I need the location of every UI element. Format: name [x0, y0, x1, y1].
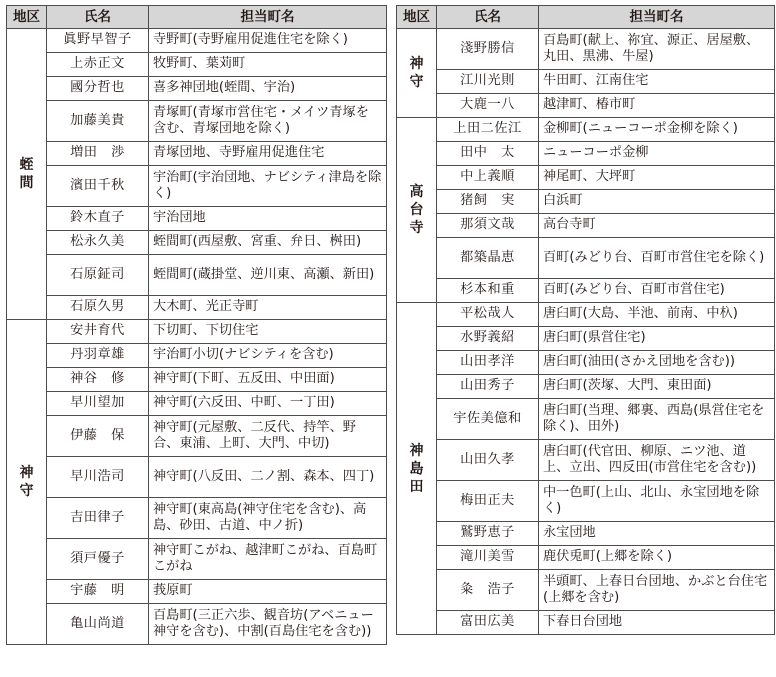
table-row: [7, 368, 387, 392]
assigned-town-cell: 神守町(元屋敷、二反代、持竿、野合、東浦、上町、大門、中切): [149, 416, 387, 457]
person-name-cell: 田中 太: [437, 142, 539, 166]
person-name-cell: 杉本和重: [437, 279, 539, 303]
table-row: [397, 142, 775, 166]
person-name-cell: 石原鉦司: [47, 255, 149, 296]
person-name-cell: 江川光則: [437, 70, 539, 94]
table-row: [397, 279, 775, 303]
table-row: [7, 344, 387, 368]
table-row: [7, 231, 387, 255]
header-town: 担当町名: [539, 6, 775, 29]
table-row: [397, 399, 775, 440]
assigned-town-cell: 百島町(献上、祢宜、源正、居屋敷、丸田、黒沸、牛屋): [539, 29, 775, 70]
region-label: 神島田: [409, 442, 424, 495]
assigned-town-cell: 蛭間町(西屋敷、宮重、弁日、桝田): [149, 231, 387, 255]
assigned-town-cell: 青塚町(青塚市営住宅・メイツ青塚を含む、青塚団地を除く): [149, 101, 387, 142]
region-cell: [397, 118, 437, 303]
table-row: [7, 53, 387, 77]
person-name-cell: 鷲野恵子: [437, 522, 539, 546]
person-name-cell: 吉田律子: [47, 498, 149, 539]
person-name-cell: 中上義順: [437, 166, 539, 190]
assigned-town-cell: 寺野町(寺野雇用促進住宅を除く): [149, 29, 387, 53]
assigned-town-cell: 大木町、光正寺町: [149, 296, 387, 320]
table-row: [397, 375, 775, 399]
region-cell: [7, 320, 47, 645]
region-label: 蛭間: [19, 157, 34, 191]
table-row: [397, 303, 775, 327]
region-label: 高台寺: [409, 184, 424, 236]
person-name-cell: 淺野勝信: [437, 29, 539, 70]
person-name-cell: 宇藤 明: [47, 580, 149, 604]
table-row: [397, 29, 775, 70]
assigned-town-cell: 牧野町、葉苅町: [149, 53, 387, 77]
assigned-town-cell: 神尾町、大坪町: [539, 166, 775, 190]
table-row: [397, 440, 775, 481]
assigned-town-cell: 蛭間町(蔵掛堂、逆川東、高瀬、新田): [149, 255, 387, 296]
table-row: [7, 29, 387, 53]
person-name-cell: 梅田正夫: [437, 481, 539, 522]
table-row: [7, 255, 387, 296]
person-name-cell: 粂 浩子: [437, 570, 539, 611]
table-row: [7, 296, 387, 320]
person-name-cell: 鈴木直子: [47, 207, 149, 231]
header-name: 氏名: [437, 6, 539, 29]
table-row: [7, 580, 387, 604]
table-row: [7, 101, 387, 142]
person-name-cell: 丹羽章雄: [47, 344, 149, 368]
person-name-cell: 水野義紹: [437, 327, 539, 351]
table-row: [397, 190, 775, 214]
assigned-town-cell: 唐臼町(代官田、柳原、ニツ池、道上、立出、四反田(市営住宅を含む)): [539, 440, 775, 481]
table-row: [7, 457, 387, 498]
header-name: 氏名: [47, 6, 149, 29]
region-cell: [7, 29, 47, 320]
table-row: [397, 522, 775, 546]
person-name-cell: 須戸優子: [47, 539, 149, 580]
assigned-town-cell: 永宝団地: [539, 522, 775, 546]
table-row: [7, 416, 387, 457]
person-name-cell: 神谷 修: [47, 368, 149, 392]
assigned-town-cell: 白浜町: [539, 190, 775, 214]
person-name-cell: 都築晶恵: [437, 238, 539, 279]
table-row: [7, 539, 387, 580]
person-name-cell: 亀山尚道: [47, 604, 149, 645]
assigned-town-cell: 宇治町小切(ナビシティを含む): [149, 344, 387, 368]
table-body-right: [397, 29, 775, 635]
assigned-town-cell: 神守町(八反田、二ノ割、森本、四丁): [149, 457, 387, 498]
person-name-cell: 大鹿一八: [437, 94, 539, 118]
assigned-town-cell: 鹿伏兎町(上郷を除く): [539, 546, 775, 570]
person-name-cell: 濱田千秋: [47, 166, 149, 207]
assigned-town-cell: 喜多神団地(蛭間、宇治): [149, 77, 387, 101]
table-row: [7, 77, 387, 101]
person-name-cell: 増田 渉: [47, 142, 149, 166]
table-row: [397, 611, 775, 635]
person-name-cell: 平松哉人: [437, 303, 539, 327]
person-name-cell: 伊藤 保: [47, 416, 149, 457]
table-row: [7, 142, 387, 166]
table-row: [397, 70, 775, 94]
table-row: [397, 327, 775, 351]
assigned-town-cell: 神守町こがね、越津町こがね、百島町こがね: [149, 539, 387, 580]
assigned-town-cell: 青塚団地、寺野雇用促進住宅: [149, 142, 387, 166]
assigned-town-cell: 神守町(下町、五反田、中田面): [149, 368, 387, 392]
person-name-cell: 猪飼 実: [437, 190, 539, 214]
assignment-table-right: [396, 5, 775, 635]
assigned-town-cell: 牛田町、江南住宅: [539, 70, 775, 94]
person-name-cell: 早川望加: [47, 392, 149, 416]
person-name-cell: 山田秀子: [437, 375, 539, 399]
table-row: [7, 498, 387, 539]
table-row: [397, 481, 775, 522]
assigned-town-cell: 百島町(三正六歩、観音坊(アベニュー神守を含む)、中割(百島住宅を含む)): [149, 604, 387, 645]
region-label: 神守: [19, 465, 34, 499]
table-row: [397, 94, 775, 118]
assigned-town-cell: 百町(みどり台、百町市営住宅を除く): [539, 238, 775, 279]
person-name-cell: 石原久男: [47, 296, 149, 320]
table-row: [7, 166, 387, 207]
assigned-town-cell: 半頭町、上春日台団地、かぶと台住宅(上郷を含む): [539, 570, 775, 611]
region-cell: [397, 29, 437, 118]
assigned-town-cell: 下切町、下切住宅: [149, 320, 387, 344]
header-row: [7, 6, 387, 29]
assigned-town-cell: 百町(みどり台、百町市営住宅): [539, 279, 775, 303]
person-name-cell: 眞野早智子: [47, 29, 149, 53]
assigned-town-cell: 越津町、椿市町: [539, 94, 775, 118]
person-name-cell: 國分哲也: [47, 77, 149, 101]
table-row: [397, 238, 775, 279]
table-row: [397, 546, 775, 570]
assigned-town-cell: 唐臼町(油田(さかえ団地を含む)): [539, 351, 775, 375]
table-row: [397, 351, 775, 375]
assigned-town-cell: 下春日台団地: [539, 611, 775, 635]
assigned-town-cell: 唐臼町(県営住宅): [539, 327, 775, 351]
person-name-cell: 上赤正文: [47, 53, 149, 77]
table-row: [397, 214, 775, 238]
assigned-town-cell: ニューコーポ金柳: [539, 142, 775, 166]
assigned-town-cell: 唐臼町(茨塚、大門、東田面): [539, 375, 775, 399]
table-row: [7, 207, 387, 231]
person-name-cell: 那須文哉: [437, 214, 539, 238]
person-name-cell: 早川浩司: [47, 457, 149, 498]
region-label: 神守: [409, 56, 424, 90]
region-cell: [397, 303, 437, 635]
person-name-cell: 富田広美: [437, 611, 539, 635]
assigned-town-cell: 莪原町: [149, 580, 387, 604]
person-name-cell: 上田二佐江: [437, 118, 539, 142]
person-name-cell: 山田久孝: [437, 440, 539, 481]
table-body-left: [7, 29, 387, 645]
person-name-cell: 宇佐美億和: [437, 399, 539, 440]
table-row: [7, 604, 387, 645]
assigned-town-cell: 宇治団地: [149, 207, 387, 231]
table-row: [7, 392, 387, 416]
header-region: 地区: [397, 6, 437, 29]
assigned-town-cell: 高台寺町: [539, 214, 775, 238]
table-row: [397, 166, 775, 190]
assigned-town-cell: 神守町(六反田、中町、一丁田): [149, 392, 387, 416]
assigned-town-cell: 中一色町(上山、北山、永宝団地を除く): [539, 481, 775, 522]
assigned-town-cell: 宇治町(宇治団地、ナビシティ津島を除く): [149, 166, 387, 207]
person-name-cell: 滝川美雪: [437, 546, 539, 570]
header-row: [397, 6, 775, 29]
assigned-town-cell: 唐臼町(当理、郷裏、西島(県営住宅を除く)、田外): [539, 399, 775, 440]
person-name-cell: 松永久美: [47, 231, 149, 255]
person-name-cell: 山田孝洋: [437, 351, 539, 375]
assignment-table-left: [6, 5, 387, 645]
header-town: 担当町名: [149, 6, 387, 29]
assigned-town-cell: 金柳町(ニューコーポ金柳を除く): [539, 118, 775, 142]
assigned-town-cell: 神守町(東高島(神守住宅を含む)、高島、砂田、古道、中ノ折): [149, 498, 387, 539]
person-name-cell: 加藤美貴: [47, 101, 149, 142]
person-name-cell: 安井育代: [47, 320, 149, 344]
header-region: 地区: [7, 6, 47, 29]
table-row: [397, 118, 775, 142]
table-row: [397, 570, 775, 611]
assigned-town-cell: 唐臼町(大島、半池、前南、中杁): [539, 303, 775, 327]
table-row: [7, 320, 387, 344]
